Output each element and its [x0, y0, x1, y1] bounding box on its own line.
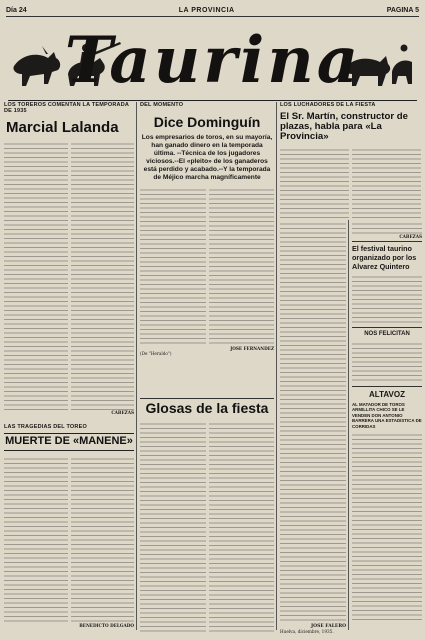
text-column	[140, 420, 206, 634]
text-column	[352, 146, 421, 218]
article-signature: BENEDICTO DELGADO	[79, 622, 134, 628]
column-rule	[136, 102, 137, 630]
section-divider	[140, 398, 274, 399]
article-glosas	[140, 396, 274, 634]
article-kicker: LOS LUCHADORES DE LA FIESTA	[280, 102, 376, 108]
article-signature: CABEZAS	[111, 409, 134, 415]
article-body	[4, 140, 134, 410]
text-column	[4, 455, 68, 623]
section-masthead	[8, 18, 417, 101]
altavoz-deck: AL MATADOR DE TOROS ARMILLITA CHICO SE LE VENDEN DON ANTONIO BARRERA UNA ESTADISTICA DE CORRIDAS	[352, 402, 422, 429]
newspaper-name: LA PROVINCIA	[178, 6, 235, 14]
article-headline: MUERTE DE «MANENE»	[5, 435, 133, 447]
article-marcial-lalanda	[4, 102, 134, 420]
dateline: Huelva, diciembre, 1935.	[280, 629, 334, 634]
sidebar-column	[352, 220, 422, 636]
article-body	[140, 420, 274, 634]
article-body	[280, 146, 421, 218]
text-column	[209, 186, 275, 346]
article-body	[140, 186, 274, 346]
article-signature: CABEZAS	[399, 234, 422, 239]
text-column	[352, 273, 422, 325]
article-headline: Glosas de la fiesta	[145, 400, 269, 416]
page-header-bar	[6, 4, 419, 17]
text-column	[209, 420, 275, 634]
text-column	[352, 431, 422, 621]
article-sr-martin-continued	[280, 220, 346, 640]
article-kicker: LOS TOREROS COMENTAN LA TEMPORADA DE 1935	[4, 102, 129, 114]
byline-source: (De "Heraldo")	[140, 350, 172, 356]
article-kicker: LAS TRAGEDIAS DEL TOREO	[4, 424, 87, 430]
article-headline: Marcial Lalanda	[6, 119, 119, 136]
masthead-title: Taurina	[64, 23, 362, 98]
bull-and-horseman-icon	[8, 18, 417, 100]
altavoz-headline: ALTAVOZ	[369, 390, 405, 399]
text-column	[280, 146, 349, 218]
column-rule	[276, 102, 277, 630]
text-column	[352, 220, 422, 234]
text-column	[71, 455, 135, 623]
text-column	[280, 220, 346, 624]
article-signature: JOSE FALERO	[311, 624, 346, 629]
article-headline: Dice Dominguín	[153, 114, 261, 130]
text-column	[4, 140, 68, 410]
festival-headline: El festival taurino organizado por los Alvarez Quintero	[352, 244, 417, 271]
article-deck: Los empresarios de toros, en su mayoría, han ganado dinero en la temporada última. --Técnica de los jugadores viciosos.--El «pleito» de los ganaderos está perdido y acabado.--Y la temporada de Méjico marcha magníficamente	[141, 133, 273, 181]
text-column	[71, 140, 135, 410]
article-sr-martin	[280, 102, 421, 220]
text-column	[140, 186, 206, 346]
text-column	[352, 340, 422, 384]
section-divider	[352, 386, 422, 387]
article-body	[4, 455, 134, 623]
column-rule	[348, 220, 349, 630]
article-kicker: DEL MOMENTO	[140, 102, 184, 108]
article-dice-dominguin	[140, 102, 274, 392]
felicitan-headline: NOS FELICITAN	[364, 331, 410, 337]
issue-day: Día 24	[6, 6, 27, 14]
section-divider	[352, 241, 422, 242]
headline-frame	[4, 433, 134, 451]
page-number: PAGINA 5	[386, 6, 419, 14]
article-headline: El Sr. Martín, constructor de plazas, habla para «La Provincia»	[280, 111, 408, 143]
article-muerte-manene	[4, 424, 134, 634]
section-divider	[352, 327, 422, 328]
byline: JOSE FERNANDEZ	[230, 345, 274, 351]
